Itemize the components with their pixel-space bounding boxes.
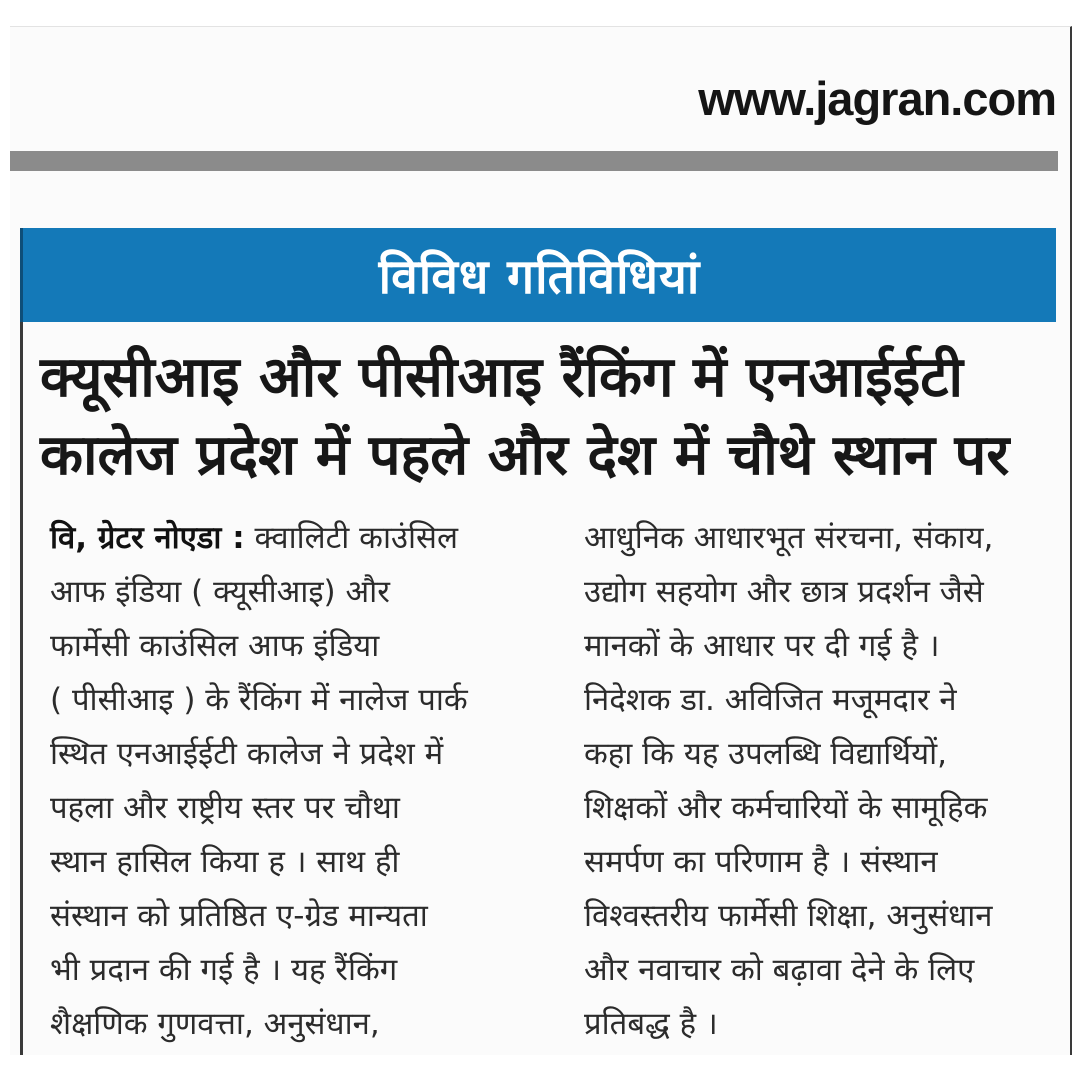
headline-line: क्यूसीआइ और पीसीआइ रैंकिंग में एनआईईटी [40, 345, 964, 410]
body-line: संस्थान को प्रतिष्ठित ए-ग्रेड मान्यता [50, 898, 428, 934]
body-line: कहा कि यह उपलब्धि विद्यार्थियों, [584, 736, 947, 772]
newspaper-clipping [10, 26, 1072, 1055]
body-line: पहला और राष्ट्रीय स्तर पर चौथा [50, 790, 400, 826]
body-line: आधुनिक आधारभूत संरचना, संकाय, [584, 520, 994, 556]
article-column-left [50, 511, 520, 1051]
body-line: ( पीसीआइ ) के रैंकिंग में नालेज पार्क [50, 682, 468, 718]
body-line: मानकों के आधार पर दी गई है । [584, 628, 940, 664]
header-rule [10, 151, 1058, 171]
body-line: भी प्रदान की गई है । यह रैंकिंग [50, 952, 398, 988]
body-line [50, 511, 520, 565]
article-column-right [584, 511, 1054, 1051]
body-line: स्थान हासिल किया ह । साथ ही [50, 844, 400, 880]
body-line: समर्पण का परिणाम है । संस्थान [584, 844, 938, 880]
article-left-border [20, 322, 23, 1055]
body-line: शिक्षकों और कर्मचारियों के सामूहिक [584, 790, 988, 826]
body-line: निदेशक डा. अविजित मजूमदार ने [584, 682, 957, 718]
body-line: शैक्षणिक गुणवत्ता, अनुसंधान, [50, 1006, 380, 1042]
body-line: विश्वस्तरीय फार्मेसी शिक्षा, अनुसंधान [584, 898, 993, 934]
body-line: प्रतिबद्ध है । [584, 1006, 718, 1042]
body-line: आफ इंडिया ( क्यूसीआइ) और [50, 574, 390, 610]
body-line: फार्मेसी काउंसिल आफ इंडिया [50, 628, 380, 664]
dateline: वि, ग्रेटर नोएडा : [50, 520, 245, 556]
body-line: स्थित एनआईईटी कालेज ने प्रदेश में [50, 736, 444, 772]
body-line: और नवाचार को बढ़ावा देने के लिए [584, 952, 975, 988]
section-title: विविध गतिविधियां [378, 248, 701, 305]
section-band [20, 228, 1056, 322]
site-url: www.jagran.com [698, 72, 1056, 125]
body-line: उद्योग सहयोग और छात्र प्रदर्शन जैसे [584, 574, 984, 610]
headline-line: कालेज प्रदेश में पहले और देश में चौथे स्थान पर [40, 423, 1010, 488]
body-text: क्वालिटी काउंसिल [254, 520, 458, 556]
headline [40, 339, 1050, 495]
